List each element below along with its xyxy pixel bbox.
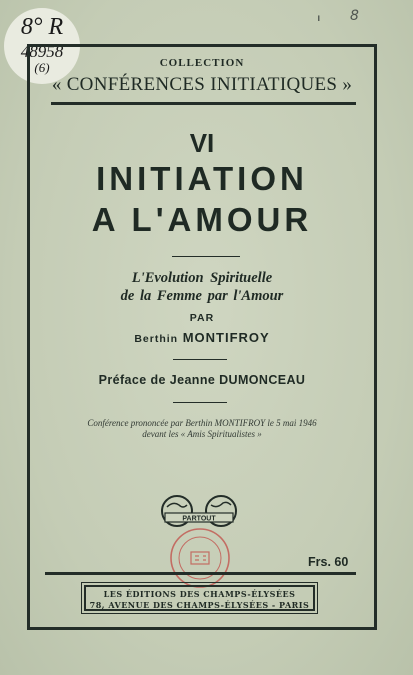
call-number-line-2: 48958	[20, 42, 64, 61]
pencil-mark-number: 8	[350, 8, 359, 24]
collection-label: COLLECTION	[159, 57, 245, 69]
author-name	[27, 330, 377, 345]
preface-credit: Préface de Jeanne DUMONCEAU	[98, 373, 306, 387]
call-number-line-1: 8° R	[20, 14, 64, 40]
author-first-name: Berthin	[134, 333, 179, 345]
bottom-rule	[45, 572, 356, 575]
publisher-address: 78, AVENUE DES CHAMPS-ÉLYSÉES - PARIS	[89, 600, 310, 610]
author-last-name: MONTIFROY	[182, 330, 270, 345]
title-line-1: INITIATION	[96, 160, 308, 197]
volume-number: VI	[189, 128, 215, 158]
logo-text: PARTOUT	[182, 515, 216, 523]
lecture-note-line-1: Conférence prononcée par Berthin MONTIFROY le 5 mai 1946	[87, 418, 317, 428]
price: Frs. 60	[308, 555, 349, 569]
series-underline	[51, 102, 356, 105]
subtitle-line-1: L'Evolution Spirituelle	[131, 270, 273, 286]
pencil-mark-tick: ˈ	[316, 12, 322, 36]
publisher-name: LES ÉDITIONS DES CHAMPS-ÉLYSÉES	[103, 589, 296, 599]
title-line-2: A L'AMOUR	[91, 201, 313, 238]
author-divider	[173, 359, 227, 360]
series-name: « CONFÉRENCES INITIATIQUES »	[51, 74, 353, 95]
subtitle-line-2: de la Femme par l'Amour	[120, 288, 284, 304]
preface-divider	[173, 402, 227, 403]
by-label: PAR	[189, 312, 215, 324]
lecture-note-line-2: devant les « Amis Spiritualistes »	[142, 429, 262, 439]
call-number-line-3: (6)	[34, 60, 50, 75]
library-stamp	[168, 526, 232, 590]
title-divider	[172, 256, 240, 257]
